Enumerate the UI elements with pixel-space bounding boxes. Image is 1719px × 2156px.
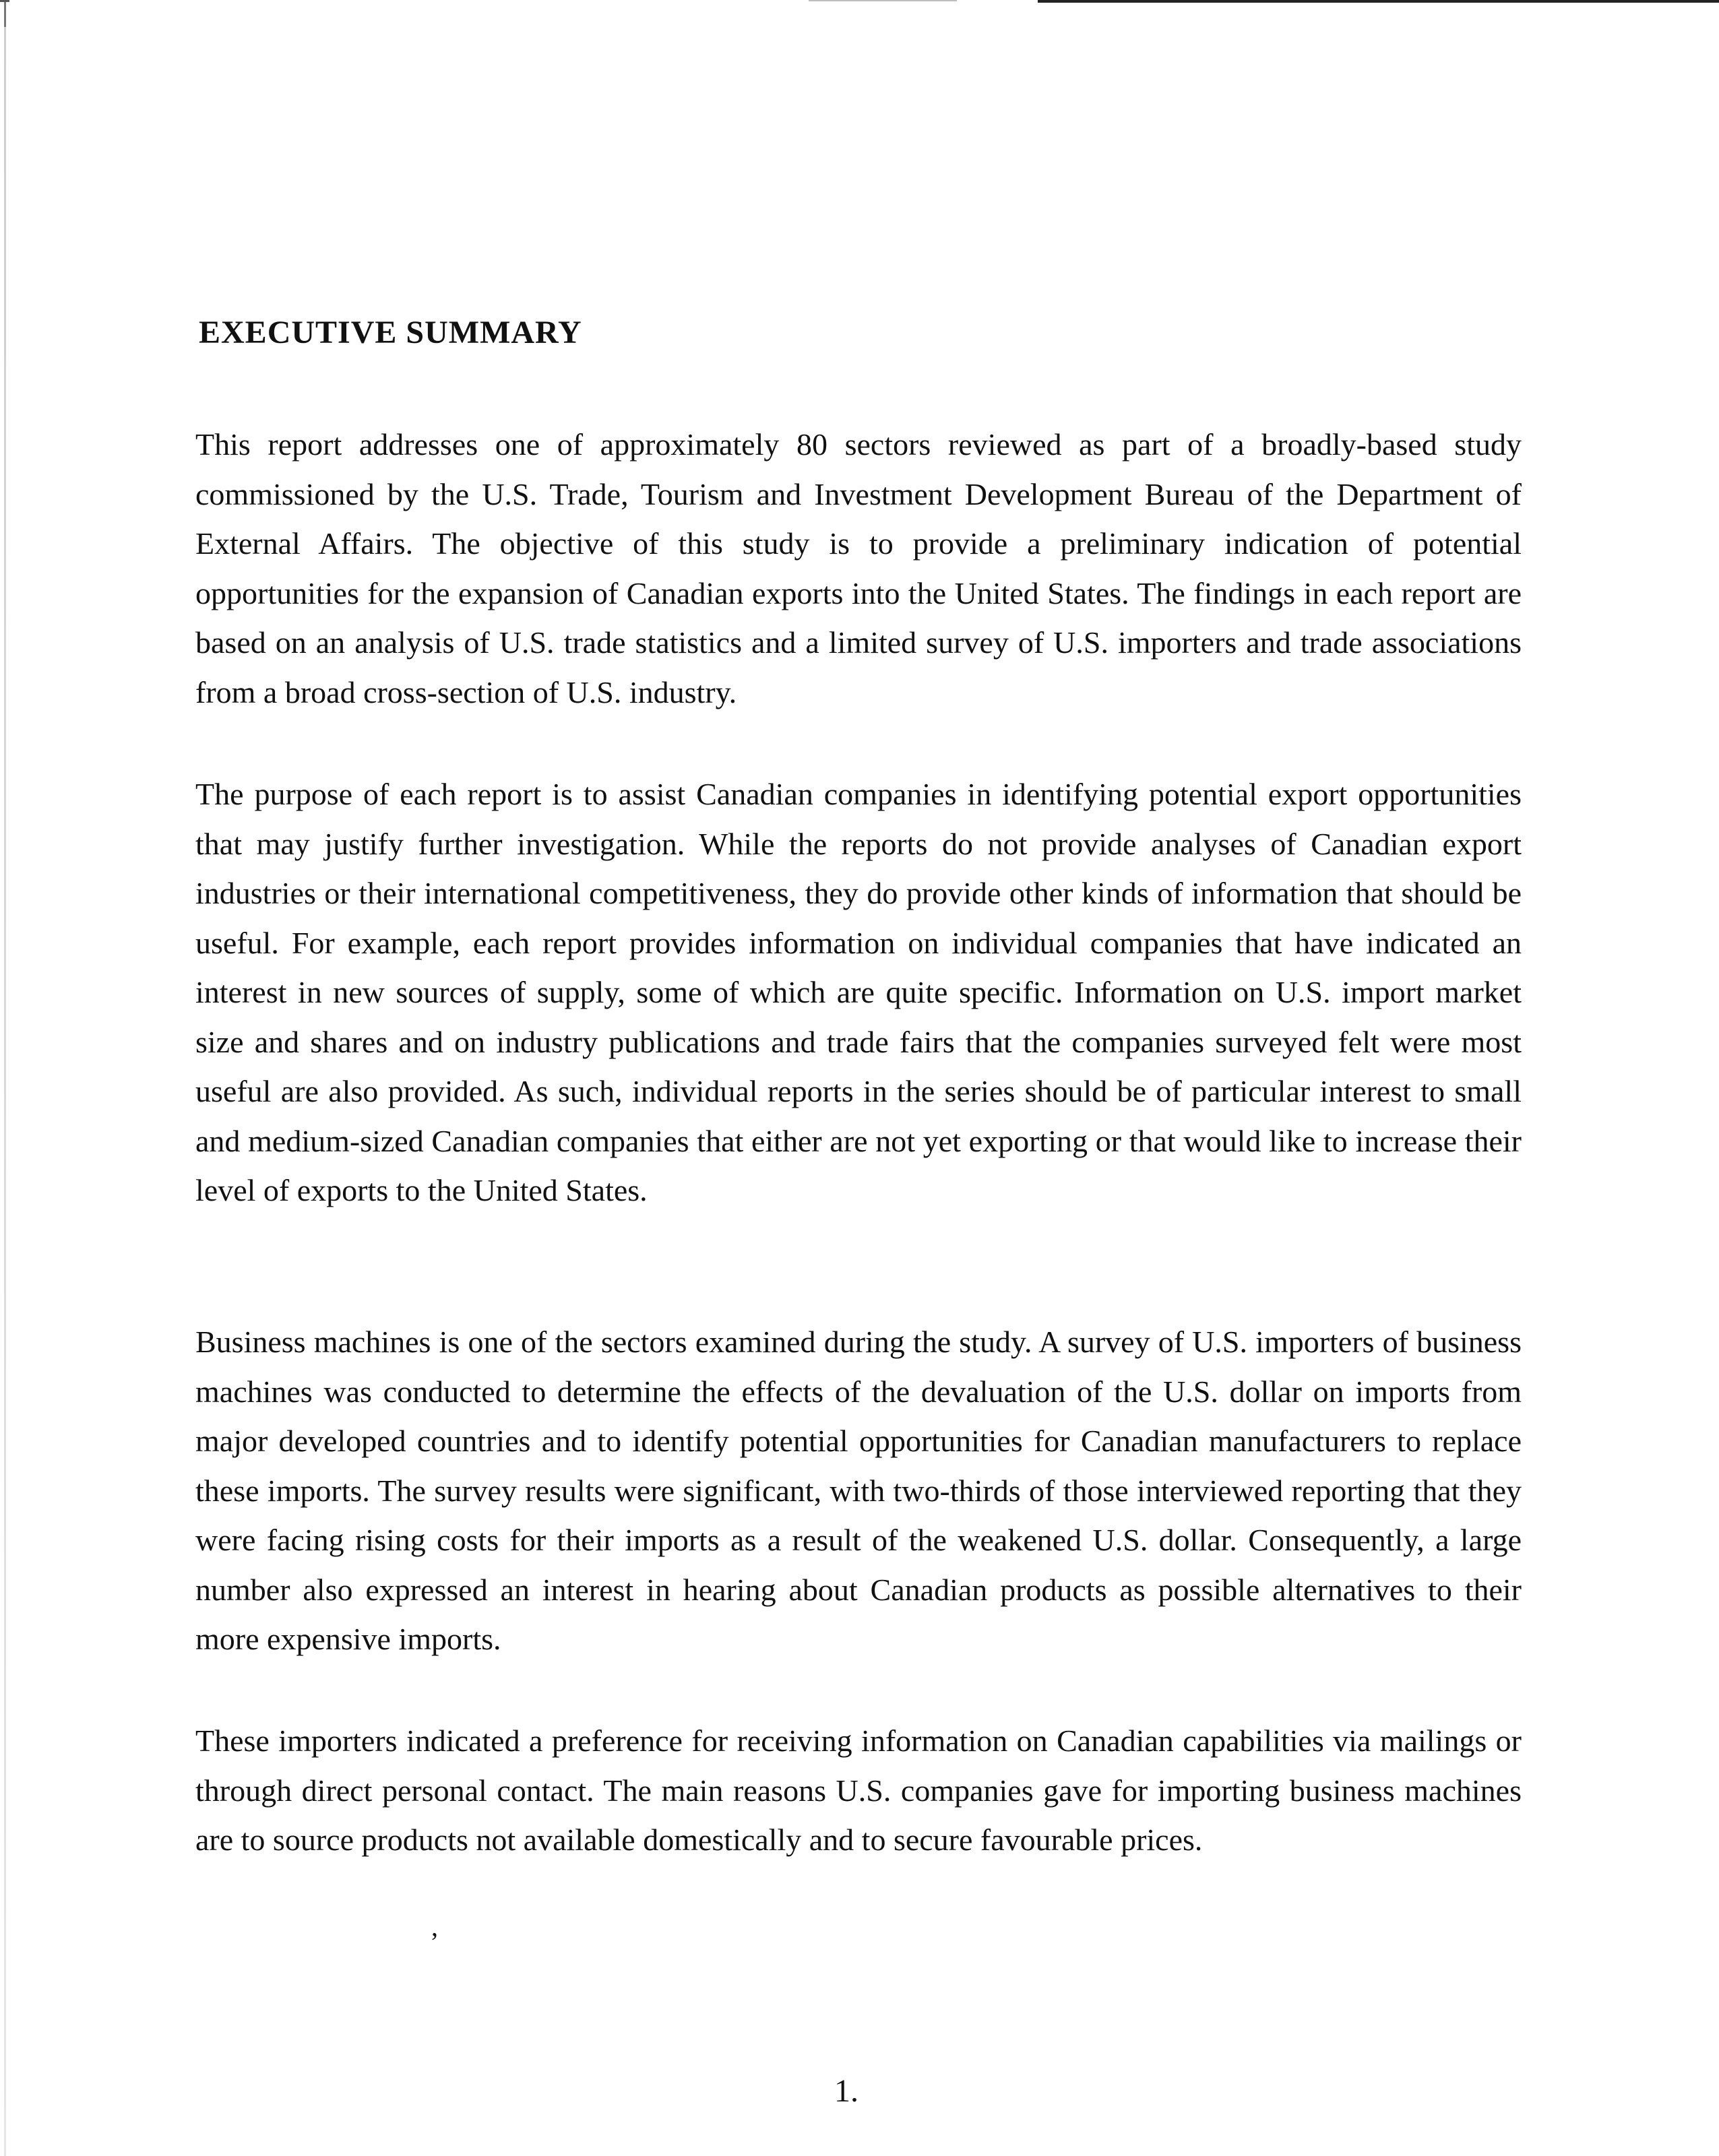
page-number: 1.	[834, 2073, 858, 2109]
stray-mark: ,	[431, 1911, 438, 1942]
scan-artifact-top-faint	[809, 0, 957, 1]
section-heading: EXECUTIVE SUMMARY	[199, 315, 582, 350]
paragraph-study-overview: This report addresses one of approximately 80 sectors reviewed as part of a broadly-based study commissioned by the U.S. Trade, Tourism and Investment Development Bureau of the Department of External Affairs. The objective of this study is to provide a preliminary indication of potential opportunities for the expansion of Canadian exports into the United States. The findings in each report are based on an analysis of U.S. trade statistics and a limited survey of U.S. importers and trade associations from a broad cross-section of U.S. industry.	[195, 427, 1522, 709]
paragraph-report-purpose: The purpose of each report is to assist Canadian companies in identifying potential export opportunities that may justify further investigation. While the reports do not provide analyses of Canadian export industries or their international competitiveness, they do provide other kinds of information that should be useful. For example, each report provides information on individual companies that have indicated an interest in new sources of supply, some of which are quite specific. Information on U.S. import market size and shares and on industry publications and trade fairs that the companies surveyed felt were most useful are also provided. As such, individual reports in the series should be of particular interest to small and medium-sized Canadian companies that either are not yet exporting or that would like to increase their level of exports to the United States.	[195, 777, 1522, 1207]
paragraph-importer-preferences: These importers indicated a preference for receiving information on Canadian capabilities via mailings or through direct personal contact. The main reasons U.S. companies gave for importing business machines are to source products not available domestically and to secure favourable prices.	[195, 1723, 1522, 1857]
scan-artifact-top-line	[1038, 0, 1719, 3]
scan-artifact-left-mark	[0, 0, 9, 2]
scan-artifact-left-edge	[4, 0, 6, 2156]
paragraph-business-machines-survey: Business machines is one of the sectors examined during the study. A survey of U.S. importers of business machines was conducted to determine the effects of the devaluation of the U.S. dollar on imports from major developed countries and to identify potential opportunities for Canadian manufacturers to replace these imports. The survey results were significant, with two-thirds of those interviewed reporting that they were facing rising costs for their imports as a result of the weakened U.S. dollar. Consequently, a large number also expressed an interest in hearing about Canadian products as possible alternatives to their more expensive imports.	[195, 1325, 1522, 1656]
